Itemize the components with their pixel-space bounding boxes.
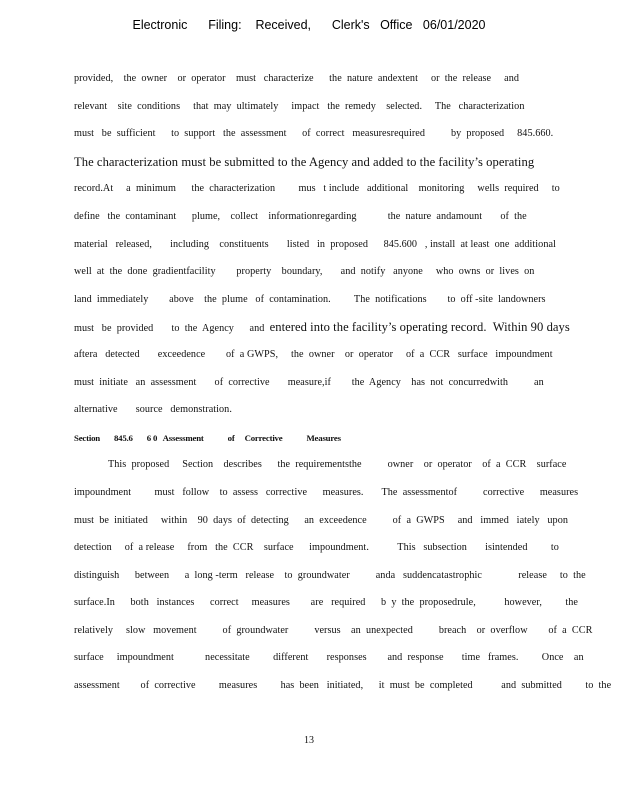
body-line: surface impoundment necessitate different responses and response time frames. Once an — [74, 652, 584, 664]
section-heading: Section 845.6 6 0 Assessment of Corrective Measures — [74, 432, 341, 443]
body-line: aftera detected exceedence of a GWPS, the owner or operator of a CCR surface impoundment — [74, 348, 553, 360]
body-line: detection of a release from the CCR surface impoundment. This subsection isintended to — [74, 542, 559, 554]
body-line: must be initiated within 90 days of detecting an exceedence of a GWPS and immed iately upon — [74, 514, 568, 526]
body-line: land immediately above the plume of contamination. The notifications to off -site landowners — [74, 293, 546, 305]
body-line-emphasis: The characterization must be submitted to the Agency and added to the facility’s operating — [74, 154, 535, 169]
body-line: material released, including constituents listed in proposed 845.600 , install at least one additional — [74, 238, 556, 250]
body-line-part: must be provided to the Agency and — [74, 323, 270, 335]
page-number: 13 — [304, 735, 314, 746]
body-line: surface.In both instances correct measures are required b y the proposedrule, however, the — [74, 597, 578, 609]
body-line: define the contaminant plume, collect informationregarding the nature andamount of the — [74, 210, 527, 222]
filing-header: Electronic Filing: Received, Clerk's Office 06/01/2020 — [132, 18, 486, 32]
body-line: must initiate an assessment of corrective measure,if the Agency has not concurredwith an — [74, 376, 544, 388]
body-line: This proposed Section describes the requirementsthe owner or operator of a CCR surface — [108, 459, 567, 471]
document-body — [74, 70, 612, 705]
body-line: assessment of corrective measures has been initiated, it must be completed and submitted to the — [74, 680, 612, 692]
body-line: distinguish between a long -term release to groundwater anda suddencatastrophic release to the — [74, 569, 586, 581]
body-line: must be sufficient to support the assessment of correct measuresrequired by proposed 845.660. — [74, 128, 554, 140]
body-line-emphasis: entered into the facility’s operating record. Within 90 days — [269, 320, 570, 335]
body-line: record.At a minimum the characterization mus t include additional monitoring wells required to — [74, 183, 560, 195]
body-line: impoundment must follow to assess corrective measures. The assessmentof corrective measures — [74, 486, 579, 498]
body-line: provided, the owner or operator must characterize the nature andextent or the release and — [74, 73, 519, 84]
body-line: well at the done gradientfacility property boundary, and notify anyone who owns or lives on — [74, 266, 535, 278]
body-line: relatively slow movement of groundwater versus an unexpected breach or overflow of a CCR — [74, 624, 593, 636]
body-line: alternative source demonstration. — [74, 404, 232, 416]
body-line: relevant site conditions that may ultimately impact the remedy selected. The characterization — [74, 100, 525, 112]
body-line — [74, 318, 570, 346]
